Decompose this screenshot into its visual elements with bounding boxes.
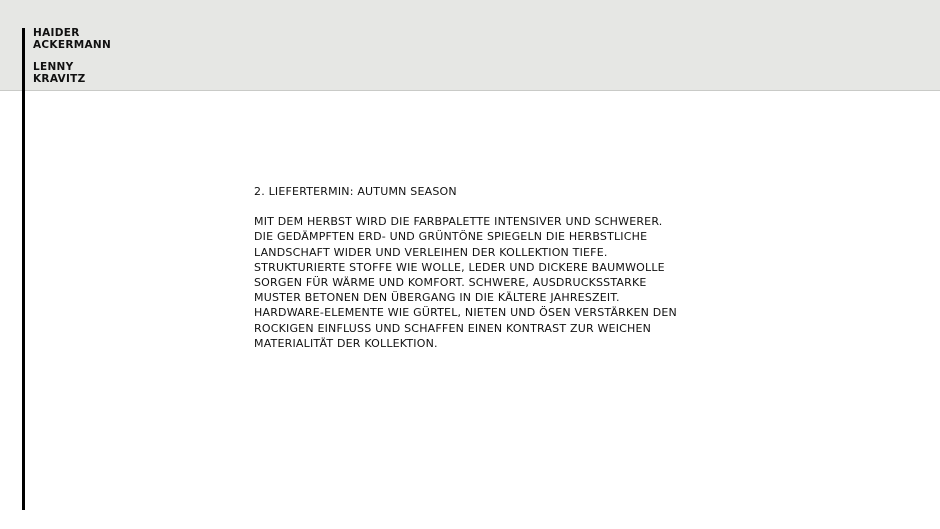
body-line: SORGEN FÜR WÄRME UND KOMFORT. SCHWERE, AUSDRUCKSSTARKE — [254, 276, 647, 290]
brand-haider-ackermann — [33, 27, 111, 51]
brand-line: KRAVITZ — [33, 73, 86, 85]
brand-line: LENNY — [33, 61, 74, 73]
vertical-rule — [22, 28, 25, 510]
body-line: MIT DEM HERBST WIRD DIE FARBPALETTE INTENSIVER UND SCHWERER. — [254, 215, 663, 229]
brand-lenny-kravitz — [33, 61, 86, 85]
body-line: STRUKTURIERTE STOFFE WIE WOLLE, LEDER UND DICKERE BAUMWOLLE — [254, 260, 665, 274]
text-block — [254, 184, 734, 351]
body-line: HARDWARE-ELEMENTE WIE GÜRTEL, NIETEN UND ÖSEN VERSTÄRKEN DEN — [254, 306, 677, 320]
body-line: ROCKIGEN EINFLUSS UND SCHAFFEN EINEN KONTRAST ZUR WEICHEN — [254, 321, 652, 335]
brand-line: HAIDER — [33, 27, 80, 39]
body-line: MATERIALITÄT DER KOLLEKTION. — [254, 336, 438, 350]
body-line: MUSTER BETONEN DEN ÜBERGANG IN DIE KÄLTERE JAHRESZEIT. — [254, 291, 620, 305]
header-band — [0, 0, 940, 91]
body-line: LANDSCHAFT WIDER UND VERLEIHEN DER KOLLEKTION TIEFE. — [254, 245, 608, 259]
section-heading: 2. LIEFERTERMIN: AUTUMN SEASON — [254, 185, 457, 198]
body-line: DIE GEDÄMPFTEN ERD- UND GRÜNTÖNE SPIEGELN DIE HERBSTLICHE — [254, 230, 648, 244]
brand-line: ACKERMANN — [33, 39, 112, 51]
